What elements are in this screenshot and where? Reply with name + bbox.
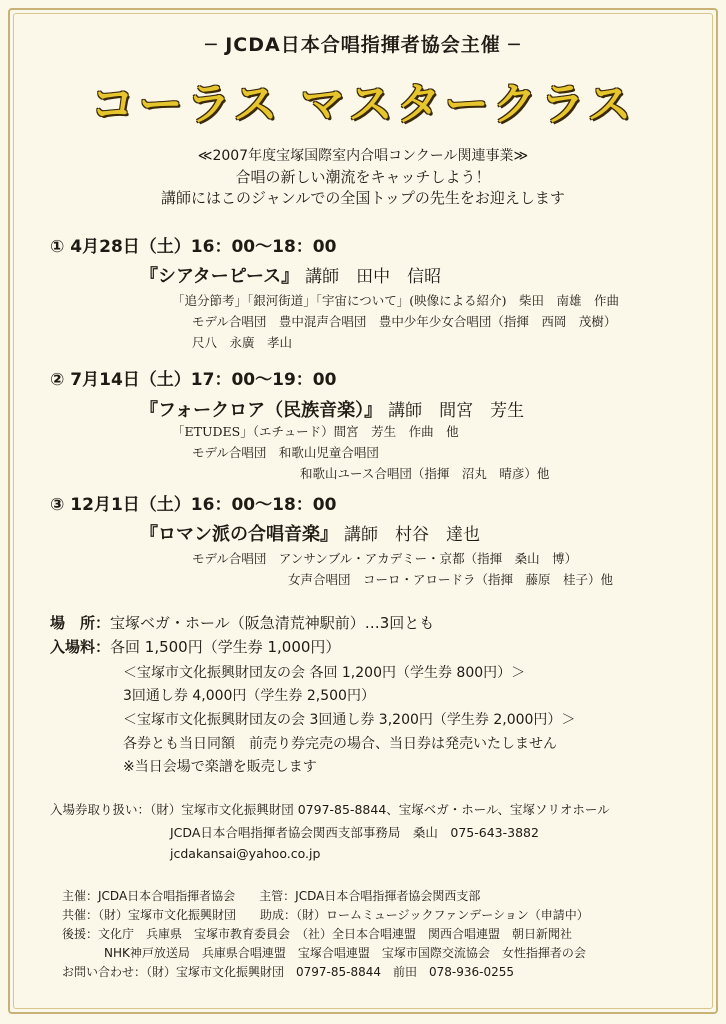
session-3-detail-1: モデル合唱団 アンサンブル・アカデミー・京都（指揮 桑山 博） — [192, 551, 578, 566]
session-1-date: ① 4月28日（土）16：00〜18：00 — [50, 237, 337, 257]
session-2-lecturer: 講師 間宮 芳生 — [388, 401, 525, 421]
intro-text: 講師にはこのジャンルでの全国トップの先生をお迎えします — [161, 189, 565, 207]
page-title: コーラス マスタークラス — [90, 79, 636, 130]
admission-value: 各回 1,500円（学生券 1,000円） — [110, 638, 341, 656]
score-sale-note: ※当日会場で楽譜を販売します — [123, 759, 317, 775]
venue-line — [50, 612, 434, 633]
footer-supporters: 後援：文化庁 兵庫県 宝塚市教育委員会 （社）全日本合唱連盟 関西合唱連盟 朝日新聞社 — [62, 927, 573, 941]
contact-email: jcdakansai@yahoo.co.jp — [170, 846, 321, 861]
session-2-theme: 『フォークロア（民族音楽）』 — [140, 400, 383, 421]
catch-phrase: 合唱の新しい潮流をキャッチしよう！ — [235, 168, 491, 186]
session-1-theme: 『シアターピース』 — [140, 266, 300, 287]
admission-note: 各券とも当日同額 前売り券完売の場合、当日券は発売いたしません — [123, 736, 557, 752]
admission-line — [50, 636, 340, 657]
session-1-lecturer: 講師 田中 信昭 — [305, 267, 442, 287]
footer-organizers: 主催：JCDA日本合唱指揮者協会 主管：JCDA日本合唱指揮者協会関西支部 — [62, 889, 481, 903]
session-2-detail-2: モデル合唱団 和歌山児童合唱団 — [192, 445, 379, 460]
related-event: ≪2007年度宝塚国際室内合唱コンクール関連事業≫ — [197, 148, 529, 164]
session-1-detail-2: モデル合唱団 豊中混声合唱団 豊中少年少女合唱団（指揮 西岡 茂樹） — [192, 314, 617, 329]
session-1-detail-3: 尺八 永廣 孝山 — [192, 335, 293, 350]
venue-label: 場 所： — [50, 614, 111, 632]
admission-member-price: ＜宝塚市文化振興財団友の会 各回 1,200円（学生券 800円）＞ — [123, 665, 526, 681]
session-2-date: ② 7月14日（土）17：00〜19：00 — [50, 370, 337, 390]
footer-inquiries: お問い合わせ：（財）宝塚市文化振興財団 0797-85-8844 前田 078-936-0255 — [62, 965, 515, 979]
session-3-title — [140, 520, 480, 546]
session-2-detail-1: 「ETUDES」（エチュード）間宮 芳生 作曲 他 — [172, 424, 459, 439]
ticket-outlets: 入場券取り扱い：（財）宝塚市文化振興財団 0797-85-8844、宝塚ベガ・ホール、宝塚ソリオホール — [50, 802, 610, 817]
admission-season-ticket: 3回通し券 4,000円（学生券 2,500円） — [123, 688, 375, 704]
session-2-title — [140, 396, 524, 422]
admission-member-season: ＜宝塚市文化振興財団友の会 3回通し券 3,200円（学生券 2,000円）＞ — [123, 712, 576, 728]
session-3-detail-2: 女声合唱団 コーロ・アロードラ（指揮 藤原 桂子）他 — [288, 572, 614, 587]
session-2-detail-3: 和歌山ユース合唱団（指揮 沼丸 晴彦）他 — [300, 466, 550, 481]
session-1-title — [140, 262, 441, 288]
venue-value: 宝塚ベガ・ホール（阪急清荒神駅前）…3回とも — [110, 614, 435, 632]
ticket-contact: JCDA日本合唱指揮者協会関西支部事務局 桑山 075-643-3882 — [170, 825, 539, 840]
session-3-date: ③ 12月1日（土）16：00〜18：00 — [50, 495, 337, 515]
session-1-detail-1: 「追分節考」「銀河街道」「宇宙について」(映像による紹介) 柴田 南雄 作曲 — [172, 293, 620, 308]
footer-supporters-2: NHK神戸放送局 兵庫県合唱連盟 宝塚合唱連盟 宝塚市国際交流協会 女性指揮者の会 — [104, 946, 586, 960]
session-3-theme: 『ロマン派の合唱音楽』 — [140, 524, 338, 545]
session-3-lecturer: 講師 村谷 達也 — [344, 525, 480, 545]
organizer-line: ─ JCDA日本合唱指揮者協会主催 ─ — [205, 34, 521, 56]
admission-label: 入場料： — [50, 638, 111, 656]
footer-cosponsors: 共催：（財）宝塚市文化振興財団 助成：（財）ロームミュージックファンデーション（申請中） — [62, 908, 589, 922]
